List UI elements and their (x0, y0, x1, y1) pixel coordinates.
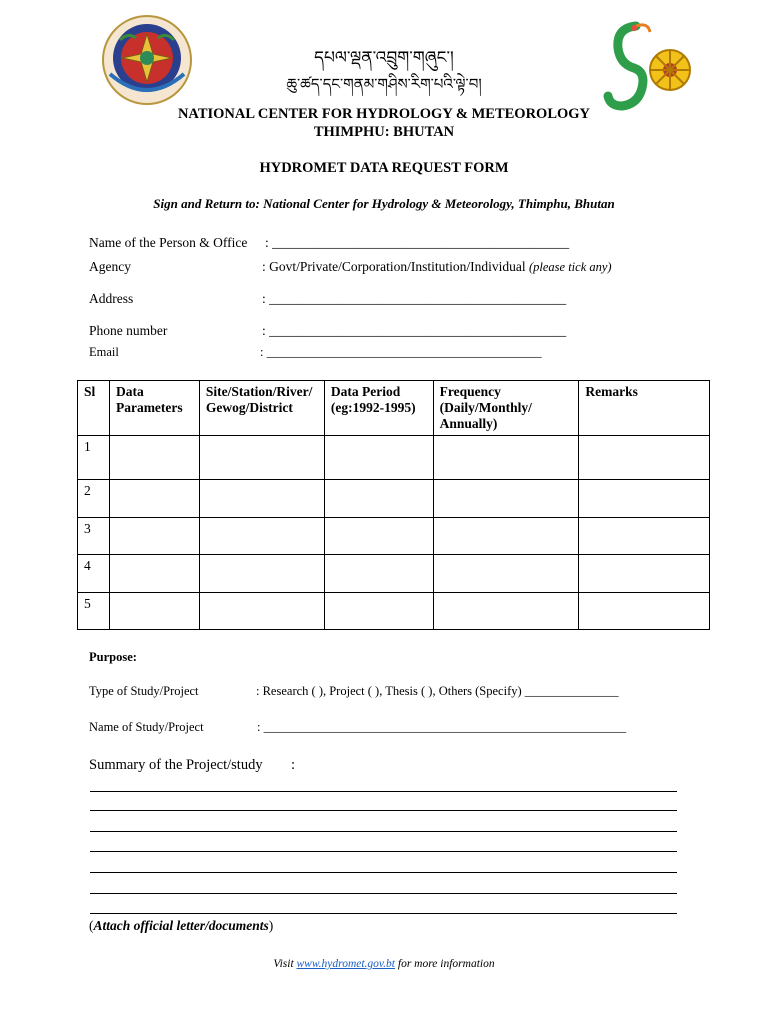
form-title: HYDROMET DATA REQUEST FORM (259, 160, 509, 176)
cell-input[interactable] (199, 436, 324, 480)
summary-line[interactable] (90, 831, 677, 832)
cell-input[interactable] (324, 593, 433, 630)
cell-input[interactable] (109, 555, 199, 593)
cell-input[interactable] (433, 593, 579, 630)
cell-input[interactable] (433, 480, 579, 518)
address-field[interactable]: : ____________________________________________ (262, 291, 567, 306)
cell-input[interactable] (109, 436, 199, 480)
tibetan-title-line2: ཆུ་ཚད་དང་གནམ་གཤིས་རིག་པའི་ལྟེ་བ། (286, 75, 482, 93)
cell-input[interactable] (324, 480, 433, 518)
cell-input[interactable] (109, 518, 199, 555)
phone-field[interactable]: : ____________________________________________ (262, 323, 567, 338)
cell-input[interactable] (109, 480, 199, 518)
data-request-table (77, 380, 710, 630)
name-label: Name of the Person & Office (89, 235, 248, 250)
cell-input[interactable] (579, 555, 710, 593)
cell-input[interactable] (433, 518, 579, 555)
cell-input[interactable] (324, 555, 433, 593)
agency-options: : Govt/Private/Corporation/Institution/Individual (262, 259, 526, 274)
address-label: Address (89, 291, 134, 306)
study-name-label: Name of Study/Project (89, 720, 204, 734)
table-row (78, 436, 710, 480)
summary-line[interactable] (90, 851, 677, 852)
purpose-label: Purpose: (89, 650, 137, 664)
header-sl: Sl (78, 381, 110, 436)
row-number: 1 (78, 436, 110, 480)
cell-input[interactable] (199, 518, 324, 555)
cell-input[interactable] (579, 480, 710, 518)
org-location: THIMPHU: BHUTAN (313, 124, 455, 140)
cell-input[interactable] (199, 593, 324, 630)
study-type-field[interactable]: : Research ( ), Project ( ), Thesis ( ), Others (Specify) _______________ (256, 684, 619, 698)
study-name-field[interactable]: : __________________________________________________________ (257, 720, 627, 734)
attach-open-paren: ( (89, 918, 94, 933)
header-period: Data Period (eg:1992-1995) (324, 381, 433, 436)
email-field[interactable]: : ____________________________________________ (260, 345, 542, 359)
table-row (78, 518, 710, 555)
cell-input[interactable] (433, 555, 579, 593)
table-row (78, 593, 710, 630)
phone-label: Phone number (89, 323, 168, 338)
name-field[interactable]: : ____________________________________________ (265, 235, 570, 250)
row-number: 2 (78, 480, 110, 518)
summary-line[interactable] (90, 913, 677, 914)
summary-label: Summary of the Project/study (89, 757, 263, 773)
attach-note (89, 918, 273, 934)
summary-line[interactable] (90, 893, 677, 894)
row-number: 5 (78, 593, 110, 630)
row-number: 3 (78, 518, 110, 555)
summary-line[interactable] (90, 791, 677, 792)
cell-input[interactable] (324, 436, 433, 480)
cell-input[interactable] (199, 555, 324, 593)
cell-input[interactable] (579, 436, 710, 480)
footer (0, 958, 768, 970)
summary-line[interactable] (90, 872, 677, 873)
cell-input[interactable] (324, 518, 433, 555)
org-name: NATIONAL CENTER FOR HYDROLOGY & METEOROLOGY (177, 106, 591, 122)
table-row (78, 480, 710, 518)
agency-field[interactable] (262, 259, 612, 275)
summary-colon: : (291, 757, 296, 773)
footer-prefix: Visit (273, 958, 294, 970)
row-number: 4 (78, 555, 110, 593)
website-link[interactable]: www.hydromet.gov.bt (296, 958, 396, 970)
cell-input[interactable] (579, 593, 710, 630)
return-instruction: Sign and Return to: National Center for Hydrology & Meteorology, Thimphu, Bhutan (153, 196, 615, 211)
header-site: Site/Station/River/ Gewog/District (199, 381, 324, 436)
footer-suffix: for more information (397, 958, 495, 970)
cell-input[interactable] (199, 480, 324, 518)
table-header-row (78, 381, 710, 436)
table-row (78, 555, 710, 593)
attach-close-paren: ) (268, 918, 274, 933)
tibetan-title-line1: དཔལ་ལྡན་འབྲུག་གཞུང་། (314, 48, 454, 68)
header-frequency: Frequency (Daily/Monthly/ Annually) (433, 381, 579, 436)
header-data-parameters: Data Parameters (109, 381, 199, 436)
attach-text: Attach official letter/documents (93, 918, 269, 933)
summary-line[interactable] (90, 810, 677, 811)
header-remarks: Remarks (579, 381, 710, 436)
agency-note: (please tick any) (528, 260, 612, 274)
cell-input[interactable] (579, 518, 710, 555)
cell-input[interactable] (433, 436, 579, 480)
cell-input[interactable] (109, 593, 199, 630)
agency-label: Agency (89, 259, 131, 274)
study-type-label: Type of Study/Project (89, 684, 199, 698)
email-label: Email (89, 345, 119, 359)
